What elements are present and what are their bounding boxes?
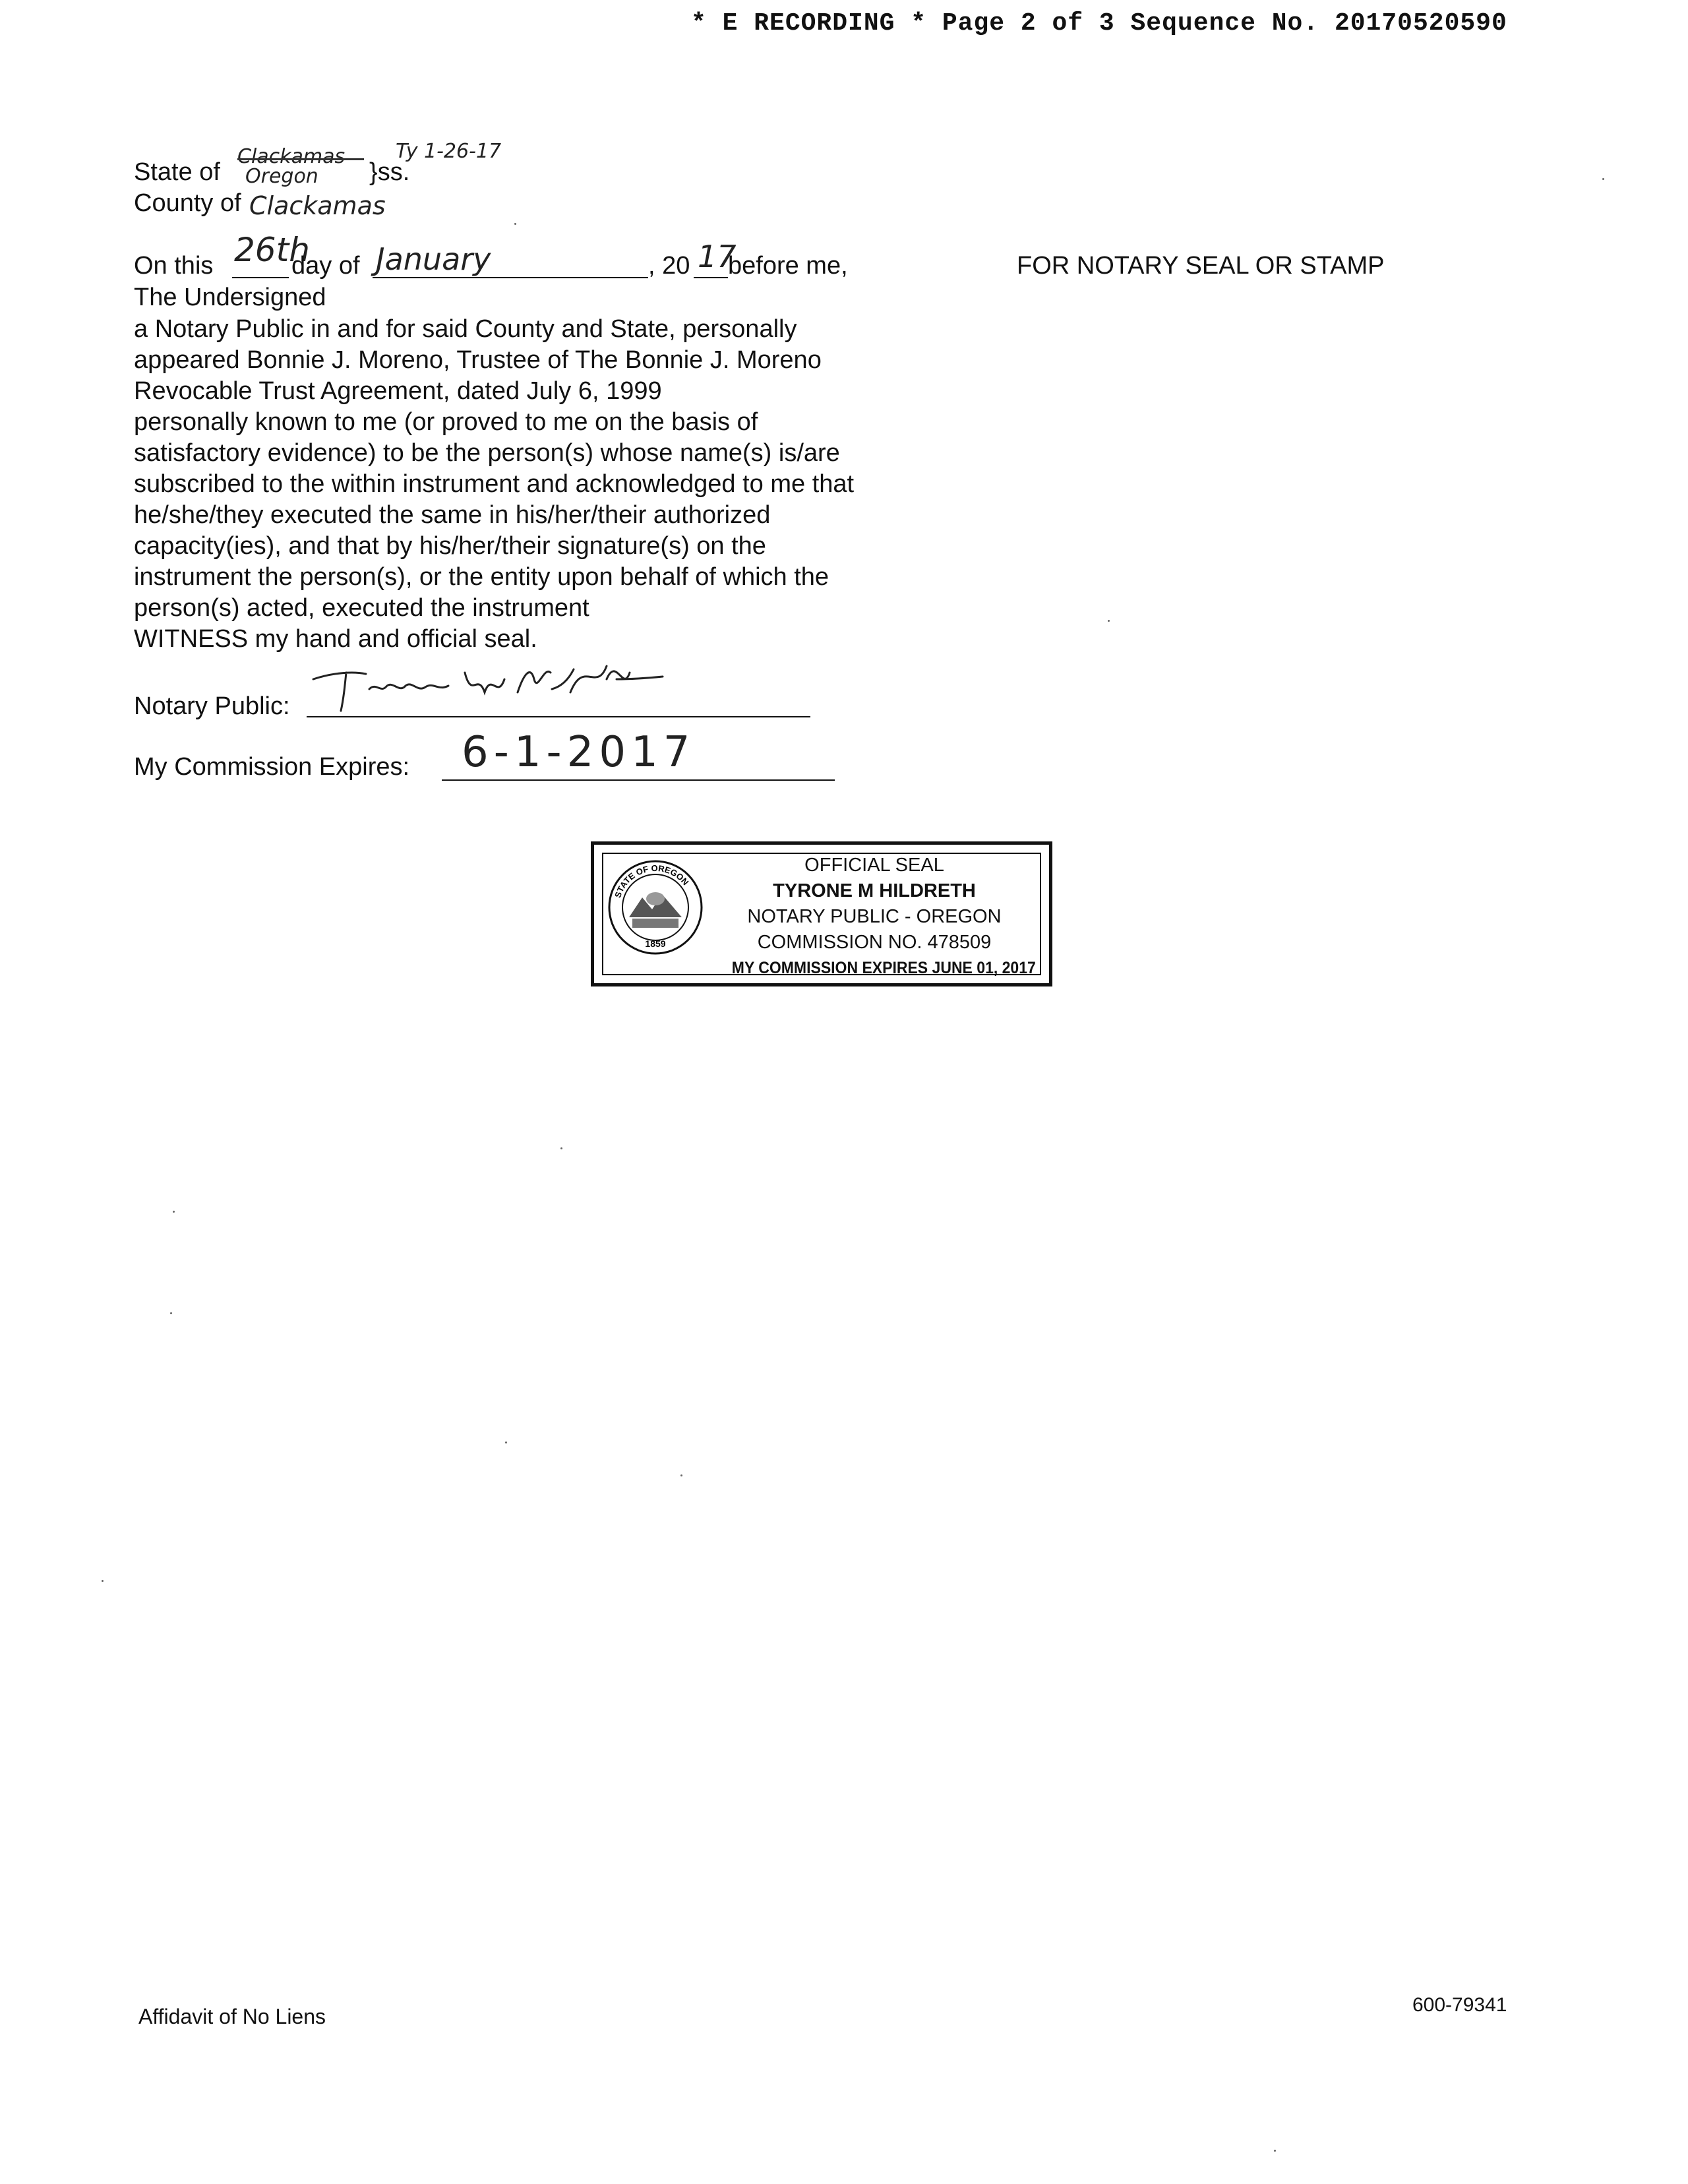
scan-speck (560, 1147, 562, 1149)
scan-speck (170, 1312, 172, 1314)
year-prefix: , 20 (648, 252, 690, 280)
scan-speck (1274, 2150, 1276, 2152)
seal-notary-name: TYRONE M HILDRETH (773, 880, 976, 901)
body-line: he/she/they executed the same in his/her/their authorized (134, 501, 771, 529)
day-underline (232, 277, 289, 278)
seal-notary-state: NOTARY PUBLIC - OREGON (747, 906, 1002, 927)
seal-expiration: MY COMMISSION EXPIRES JUNE 01, 2017 (731, 959, 1036, 977)
seal-text (719, 853, 1036, 981)
state-seal-icon (606, 858, 705, 957)
scan-speck (514, 223, 516, 225)
footer-file-number: 600-79341 (1412, 1994, 1507, 2016)
commission-underline (442, 779, 835, 781)
initials-note: Ty 1-26-17 (396, 140, 502, 163)
footer-document-title: Affidavit of No Liens (138, 2005, 326, 2028)
body-line: WITNESS my hand and official seal. (134, 625, 537, 653)
body-line: capacity(ies), and that by his/her/their signature(s) on the (134, 532, 766, 560)
notary-signature (307, 653, 689, 719)
state-handwritten-value: Oregon (245, 165, 318, 188)
svg-text:1859: 1859 (645, 938, 666, 949)
undersigned-text: The Undersigned (134, 284, 326, 311)
seal-commission-number: COMMISSION NO. 478509 (757, 932, 992, 953)
scan-speck (680, 1474, 682, 1476)
state-struck-value: Clackamas (237, 145, 346, 168)
body-line: a Notary Public in and for said County and State, personally (134, 315, 797, 343)
year-underline (694, 277, 728, 278)
body-line: appeared Bonnie J. Moreno, Trustee of The Bonnie J. Moreno (134, 346, 822, 374)
day-of-label: day of (291, 252, 360, 280)
notary-public-label: Notary Public: (134, 692, 290, 720)
on-this-label: On this (134, 252, 214, 280)
state-label: State of (134, 158, 220, 186)
strike-through (237, 158, 364, 160)
seal-area-label: FOR NOTARY SEAL OR STAMP (1017, 252, 1385, 280)
seal-title: OFFICIAL SEAL (804, 855, 944, 876)
recording-header: * E RECORDING * Page 2 of 3 Sequence No. 20170520590 (691, 9, 1507, 38)
official-seal-stamp (591, 841, 1052, 986)
body-line: person(s) acted, executed the instrument (134, 594, 589, 622)
scan-speck (102, 1580, 104, 1582)
county-label: County of (134, 189, 241, 217)
ss-label: }ss. (369, 158, 410, 186)
county-handwritten-value: Clackamas (249, 191, 386, 220)
month-underline (373, 277, 648, 278)
scan-speck (505, 1441, 507, 1443)
commission-label: My Commission Expires: (134, 753, 410, 781)
commission-value: 6-1-2017 (462, 728, 696, 777)
scan-speck (1108, 620, 1110, 622)
svg-text:STATE OF OREGON: STATE OF OREGON (613, 863, 691, 899)
body-line: subscribed to the within instrument and acknowledged to me that (134, 470, 855, 498)
acknowledgment-body (134, 314, 965, 655)
scan-speck (173, 1211, 175, 1213)
month-value: January (376, 241, 491, 277)
body-line: instrument the person(s), or the entity upon behalf of which the (134, 563, 829, 591)
notary-signature-underline (307, 716, 810, 717)
day-value: 26th (234, 231, 310, 269)
year-value: 17 (698, 239, 737, 274)
body-line: personally known to me (or proved to me on the basis of (134, 408, 758, 436)
scan-speck (1602, 178, 1604, 180)
body-line: Revocable Trust Agreement, dated July 6, 1999 (134, 377, 662, 405)
body-line: satisfactory evidence) to be the person(s) whose name(s) is/are (134, 439, 840, 467)
before-me-label: before me, (728, 252, 848, 280)
